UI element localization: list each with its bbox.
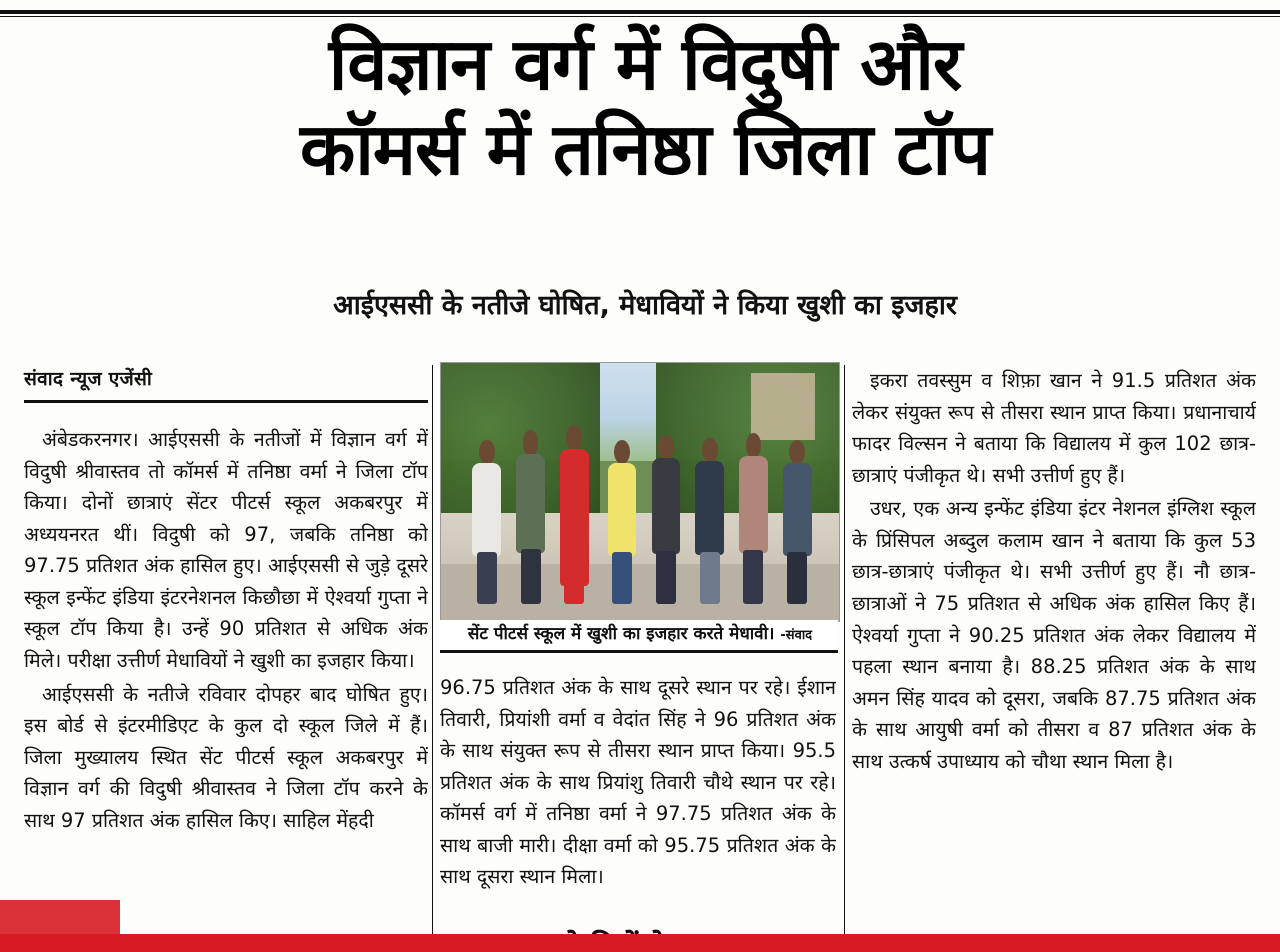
top-rule-thin xyxy=(0,16,1280,17)
paragraph: 96.75 प्रतिशत अंक के साथ दूसरे स्थान पर रहे। ईशान तिवारी, प्रियांशी वर्मा व वेदांत सिंह ने 96 प्रतिशत अंक के साथ संयुक्त रूप से तीसरा स्थान प्राप्त किया। 95.5 प्रतिशत अंक के साथ प्रियांशु तिवारी चौथे स्थान पर रहे। कॉमर्स वर्ग में तनिष्ठा वर्मा ने 97.75 प्रतिशत अंक के साथ बाजी मारी। दीक्षा वर्मा को 95.75 प्रतिशत अंक के साथ दूसरा स्थान मिला। xyxy=(440,676,836,889)
photo-person-1 xyxy=(469,440,505,600)
headline-line-1: विज्ञान वर्ग में विदुषी और xyxy=(328,22,962,106)
photo-person-6 xyxy=(692,438,728,601)
photo-person-2 xyxy=(513,430,549,600)
photo-person-4 xyxy=(604,440,640,600)
headline xyxy=(60,22,1230,192)
photo-person-7 xyxy=(736,433,772,601)
column-divider-left xyxy=(432,365,433,935)
photo-person-5 xyxy=(648,435,684,600)
paragraph: उधर, एक अन्य इन्फेंट इंडिया इंटर नेशनल इंग्लिश स्कूल के प्रिंसिपल अब्दुल कलाम खान ने बताया कि कुल 53 छात्र-छात्राएं पंजीकृत थे। सभी उत्तीर्ण हुए हैं। नौ छात्र-छात्राओं ने 75 प्रतिशत से अधिक अंक हासिल किए हैं। ऐश्वर्या गुप्ता ने 90.25 प्रतिशत अंक लेकर विद्यालय में पहला स्थान बनाया है। 88.25 प्रतिशत अंक के साथ अमन सिंह यादव को दूसरा, जबकि 87.75 प्रतिशत अंक के साथ आयुषी वर्मा को तीसरा व 87 प्रतिशत अंक के साथ उत्कर्ष उपाध्याय को चौथा स्थान मिला है। xyxy=(852,497,1256,773)
photo-person-8 xyxy=(779,440,815,600)
paragraph: आईएससी के नतीजे रविवार दोपहर बाद घोषित हुए। इस बोर्ड से इंटरमीडिएट के कुल दो स्कूल जिले में हैं। जिला मुख्यालय स्थित सेंट पीटर्स स्कूल अकबरपुर में विज्ञान वर्ग की विदुषी श्रीवास्तव ने जिला टॉप करने के साथ 97 प्रतिशत अंक हासिल किए। साहिल मेंहदी xyxy=(24,682,428,832)
article-photo xyxy=(440,362,840,622)
headline-line-2: कॉमर्स में तनिष्ठा जिला टॉप xyxy=(299,106,991,191)
column-divider-right xyxy=(844,365,845,935)
column-left xyxy=(24,424,428,934)
column-middle xyxy=(440,672,836,934)
photo-caption xyxy=(444,621,836,644)
byline: संवाद न्यूज एजेंसी xyxy=(24,368,153,390)
sub-headline: आईएससी के नतीजे घोषित, मेधावियों ने किया खुशी का इजहार xyxy=(333,290,957,321)
paragraph: इकरा तवस्सुम व शिफ़ा खान ने 91.5 प्रतिशत अंक लेकर संयुक्त रूप से तीसरा स्थान प्राप्त किया। प्रधानाचार्य फादर विल्सन ने बताया कि विद्यालय में कुल 102 छात्र-छात्राएं पंजीकृत थे। सभी उत्तीर्ण हुए हैं। xyxy=(852,369,1256,487)
byline-rule xyxy=(24,400,428,403)
photo-building xyxy=(751,373,815,440)
paragraph: अंबेडकरनगर। आईएससी के नतीजों में विज्ञान वर्ग में विदुषी श्रीवास्तव तो कॉमर्स में तनिष्ठा वर्मा ने जिला टॉप किया। दोनों छात्राएं सेंटर पीटर्स स्कूल अकबरपुर में अध्ययनरत थीं। विदुषी को 97, जबकि तनिष्ठा को 97.75 प्रतिशत अंक हासिल हुए। आईएससी से जुड़े दूसरे स्कूल इन्फेंट इंडिया इंटरनेशनल किछौछा में ऐश्वर्या गुप्ता ने स्कूल टॉप किया है। उन्हें 90 प्रतिशत से अधिक अंक मिले। परीक्षा उत्तीर्ण मेधावियों ने खुशी का इजहार किया। xyxy=(24,428,428,673)
photo-caption-text: सेंट पीटर्स स्कूल में खुशी का इजहार करते मेधावी। xyxy=(467,624,775,644)
photo-person-3 xyxy=(556,425,592,600)
photo-credit: -संवाद xyxy=(780,628,813,643)
top-rule-thick xyxy=(0,10,1280,14)
column-right xyxy=(852,365,1256,935)
footer-red-band xyxy=(0,934,1280,952)
